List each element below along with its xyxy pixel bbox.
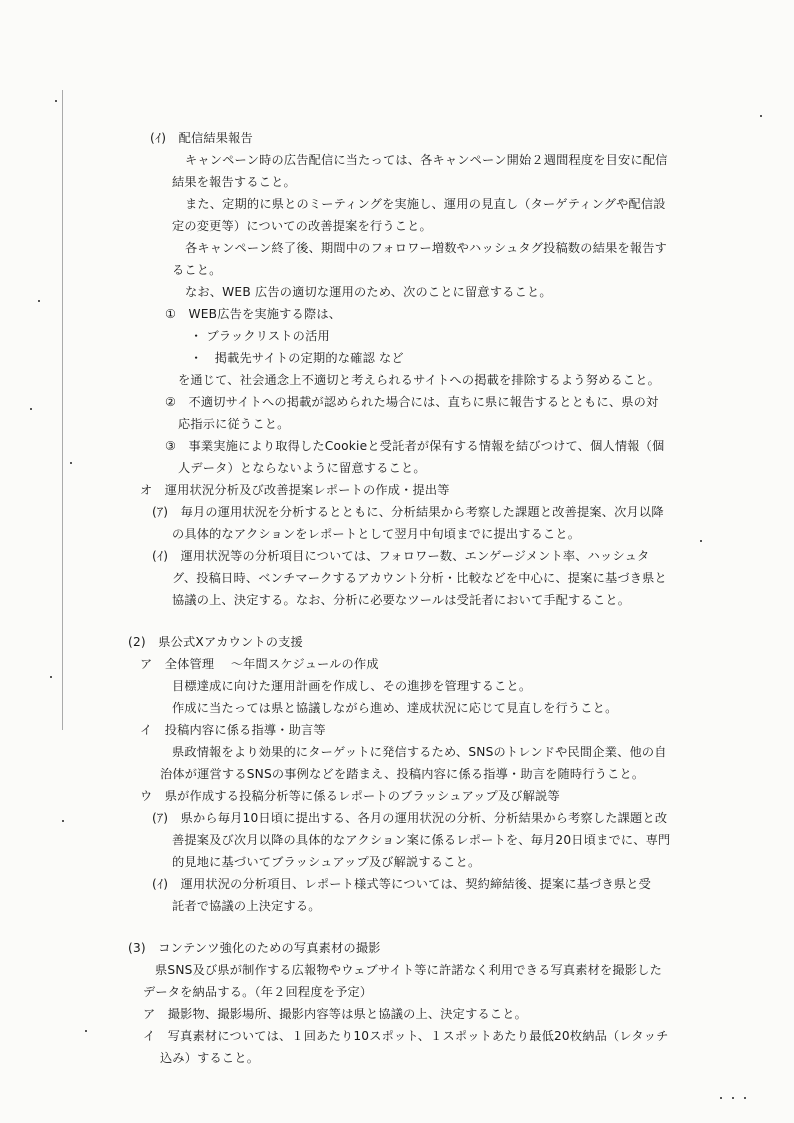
scan-speck bbox=[55, 100, 57, 102]
paragraph-line: 人データ）とならないように留意すること。 bbox=[178, 461, 426, 475]
scan-speck bbox=[720, 1097, 722, 1099]
bullet-item: ・ ブラックリストの活用 bbox=[190, 329, 330, 343]
scan-edge-line bbox=[62, 90, 63, 730]
scan-speck bbox=[70, 462, 72, 464]
scan-speck bbox=[38, 300, 40, 302]
section-heading: オ 運用状況分析及び改善提案レポートの作成・提出等 bbox=[140, 483, 450, 497]
sub-heading: イ 写真素材については、１回あたり10スポット、１スポットあたり最低20枚納品（レタッチ bbox=[143, 1029, 669, 1043]
paragraph-line: 目標達成に向けた運用計画を作成し、その進捗を管理すること。 bbox=[172, 679, 532, 693]
sub-heading: ア 撮影物、撮影場所、撮影内容等は県と協議の上、決定すること。 bbox=[143, 1007, 528, 1021]
list-item-1: ① WEB広告を実施する際は、 bbox=[165, 307, 342, 321]
list-item-2: ② 不適切サイトへの掲載が認められた場合には、直ちに県に報告するとともに、県の対 bbox=[165, 395, 659, 409]
section-heading: (ｲ) 配信結果報告 bbox=[150, 131, 253, 145]
scan-speck bbox=[30, 408, 32, 410]
scan-speck bbox=[50, 676, 52, 678]
paragraph-line: 県政情報をより効果的にターゲットに発信するため、SNSのトレンドや民間企業、他の自 bbox=[172, 745, 667, 759]
paragraph-line: なお、WEB 広告の適切な運用のため、次のことに留意すること。 bbox=[185, 285, 552, 299]
paragraph-line: 治体が運営するSNSの事例などを踏まえ、投稿内容に係る指導・助言を随時行うこと。 bbox=[160, 767, 645, 781]
paragraph-line: 託者で協議の上決定する。 bbox=[172, 899, 321, 913]
sub-item: (ｲ) 運用状況の分析項目、レポート様式等については、契約締結後、提案に基づき県と受 bbox=[152, 877, 652, 891]
scan-speck bbox=[62, 820, 64, 822]
paragraph-line: 作成に当たっては県と協議しながら進め、達成状況に応じて見直しを行うこと。 bbox=[172, 701, 618, 715]
scan-speck bbox=[85, 1030, 87, 1032]
section-heading: (3) コンテンツ強化のための写真素材の撮影 bbox=[128, 941, 381, 955]
paragraph-line: 協議の上、決定する。なお、分析に必要なツールは受託者において手配すること。 bbox=[172, 593, 631, 607]
paragraph-line: キャンペーン時の広告配信に当たっては、各キャンペーン開始２週間程度を目安に配信 bbox=[185, 153, 668, 167]
paragraph-line: グ、投稿日時、ベンチマークするアカウント分析・比較などを中心に、提案に基づき県と bbox=[172, 571, 667, 585]
paragraph-line: 結果を報告すること。 bbox=[172, 175, 296, 189]
sub-item: (ｱ) 県から毎月10日頃に提出する、各月の運用状況の分析、分析結果から考察した課題と改 bbox=[152, 811, 668, 825]
paragraph-line: を通じて、社会通念上不適切と考えられるサイトへの掲載を排除するよう努めること。 bbox=[178, 373, 661, 387]
paragraph-line: 善提案及び次月以降の具体的なアクション案に係るレポートを、毎月20日頃までに、専門 bbox=[172, 833, 671, 847]
paragraph-line: 応指示に従うこと。 bbox=[178, 417, 290, 431]
scan-speck bbox=[744, 1097, 746, 1099]
paragraph-line: の具体的なアクションをレポートとして翌月中旬頃までに提出すること。 bbox=[172, 527, 581, 541]
paragraph-line: 各キャンペーン終了後、期間中のフォロワー増数やハッシュタグ投稿数の結果を報告す bbox=[185, 241, 668, 255]
scan-speck bbox=[700, 540, 702, 542]
paragraph-line: 定の変更等）についての改善提案を行うこと。 bbox=[172, 219, 432, 233]
paragraph-line: 込み）すること。 bbox=[160, 1051, 260, 1065]
bullet-item: ・ 掲載先サイトの定期的な確認 など bbox=[190, 351, 404, 365]
scan-speck bbox=[732, 1097, 734, 1099]
paragraph-line: 県SNS及び県が制作する広報物やウェブサイト等に許諾なく利用できる写真素材を撮影した bbox=[155, 963, 662, 977]
sub-heading: ウ 県が作成する投稿分析等に係るレポートのブラッシュアップ及び解説等 bbox=[140, 789, 560, 803]
sub-heading: ア 全体管理 ～年間スケジュールの作成 bbox=[140, 657, 379, 671]
scan-speck bbox=[760, 115, 762, 117]
list-item-3: ③ 事業実施により取得したCookieと受託者が保有する情報を結びつけて、個人情報（個 bbox=[165, 439, 665, 453]
paragraph-line: データを納品する。（年２回程度を予定） bbox=[143, 985, 373, 999]
sub-item: (ｲ) 運用状況等の分析項目については、フォロワー数、エンゲージメント率、ハッシュタ bbox=[152, 549, 650, 563]
section-heading: (2) 県公式Xアカウントの支援 bbox=[128, 635, 303, 649]
sub-heading: イ 投稿内容に係る指導・助言等 bbox=[140, 723, 326, 737]
paragraph-line: 的見地に基づいてブラッシュアップ及び解説すること。 bbox=[172, 855, 481, 869]
sub-item: (ｱ) 毎月の運用状況を分析するとともに、分析結果から考察した課題と改善提案、次月以降 bbox=[152, 505, 664, 519]
paragraph-line: また、定期的に県とのミーティングを実施し、運用の見直し（ターゲティングや配信設 bbox=[185, 197, 666, 211]
paragraph-line: ること。 bbox=[172, 263, 222, 277]
